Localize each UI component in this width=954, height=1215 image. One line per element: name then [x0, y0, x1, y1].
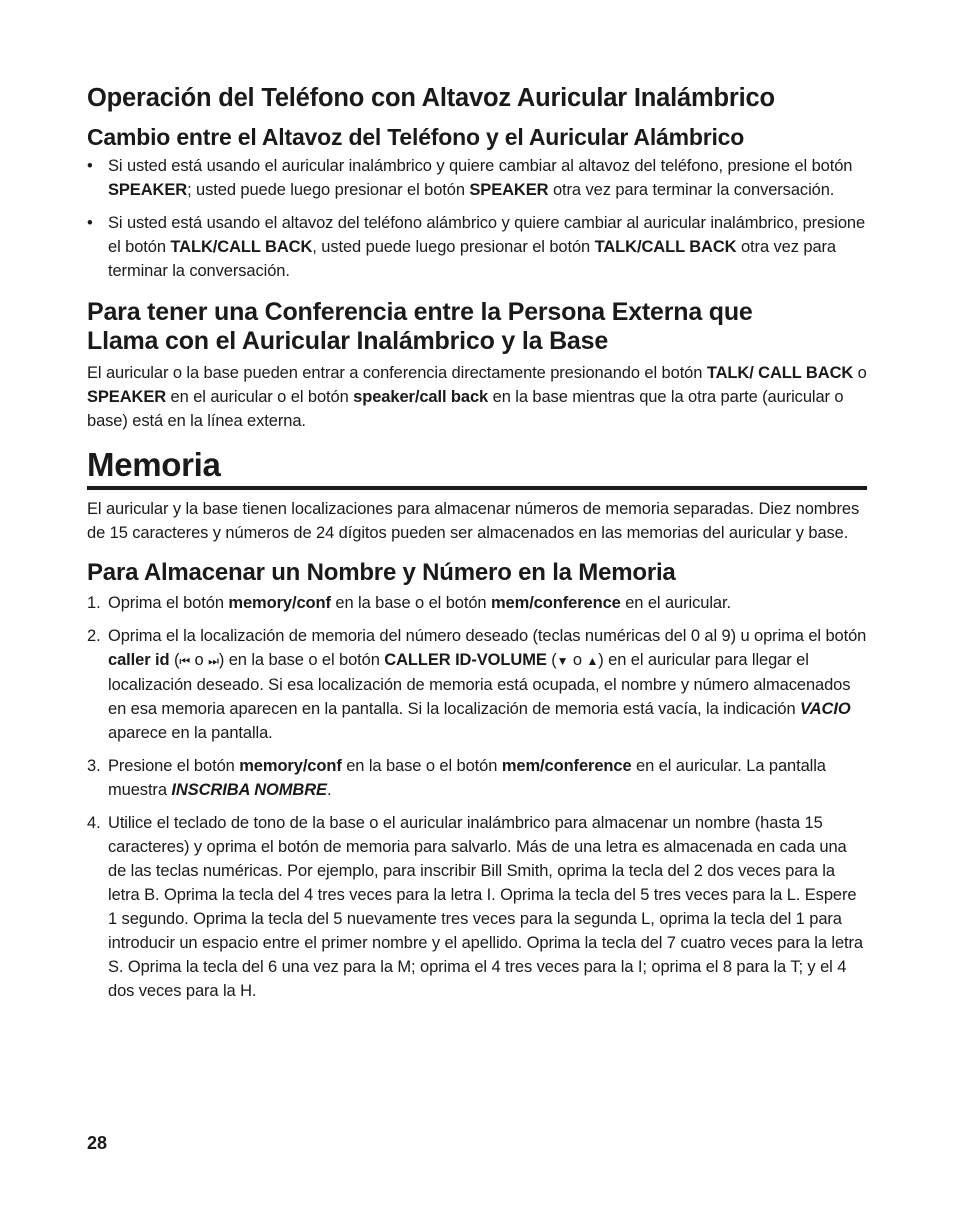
key-speaker-callback: speaker/call back [353, 388, 489, 406]
text: Oprima el botón [108, 594, 229, 612]
subsection-title-store-name: Para Almacenar un Nombre y Número en la Memoria [87, 559, 676, 586]
text: Si usted está usando el auricular inalámbrico y quiere cambiar al altavoz del teléfono, presione el botón [108, 157, 853, 175]
page-number: 28 [87, 1133, 108, 1153]
arrow-up-icon: ▲ [586, 654, 599, 668]
section-title-conference [87, 298, 867, 356]
text: Si usted está usando el altavoz del teléfono alámbrico y quiere cambiar al auricular inalámbrico, presione el botón [108, 214, 866, 256]
store-steps-list [87, 591, 867, 1003]
key-speaker: SPEAKER [469, 181, 549, 199]
bullet-marker: • [87, 157, 93, 175]
text: El auricular o la base pueden entrar a conferencia directamente presionando el botón [87, 364, 707, 382]
text: , usted puede luego presionar el botón [312, 238, 595, 256]
step-number: 2. [87, 627, 101, 645]
text: o [568, 651, 587, 669]
list-item [87, 811, 867, 1003]
display-text-inscriba-nombre: INSCRIBA NOMBRE [171, 781, 327, 799]
text: ) en el auricular para llegar el localización deseado. Si esa localización de memoria está ocupada, el nombre y número almacenados en esa memoria aparecen en la pantalla. Si la localización de memoria está vacía, la indicación [108, 651, 851, 718]
text: Oprima el la localización de memoria del número deseado (teclas numéricas del 0 al 9) u oprima el botón [108, 627, 867, 645]
step-number: 1. [87, 594, 101, 612]
list-item [87, 591, 867, 615]
text: o [190, 651, 209, 669]
key-memory-conf: memory/conf [239, 757, 342, 775]
text: otra vez para terminar la conversación. [108, 238, 836, 280]
switching-bullet-list [87, 154, 867, 283]
text: o [853, 364, 867, 382]
text: en el auricular o el botón [166, 388, 354, 406]
list-item [87, 754, 867, 802]
text: Presione el botón [108, 757, 240, 775]
text: otra vez para terminar la conversación. [548, 181, 835, 199]
title-line: Llama con el Auricular Inalámbrico y la Base [87, 327, 609, 355]
section-title-speakerphone: Operación del Teléfono con Altavoz Auricular Inalámbrico [87, 84, 775, 112]
key-talk-callback: TALK/CALL BACK [594, 238, 737, 256]
text: ) en la base o el botón [218, 651, 385, 669]
key-caller-id-volume: CALLER ID-VOLUME [384, 651, 547, 669]
memory-intro-paragraph: El auricular y la base tienen localizaciones para almacenar números de memoria separadas. Diez nombres de 15 caracteres y números de 24 dígitos pueden ser almacenados en las memorias del auricular y base. [87, 500, 860, 542]
step-number: 3. [87, 757, 101, 775]
text: ( [546, 651, 557, 669]
text: en la base o el botón [341, 757, 502, 775]
list-item [87, 211, 867, 283]
text: en la base mientras que la otra parte (auricular o base) está en la línea externa. [87, 388, 844, 430]
key-speaker: SPEAKER [108, 181, 188, 199]
text: en el auricular. [620, 594, 731, 612]
key-memory-conf: memory/conf [228, 594, 331, 612]
conference-paragraph [87, 361, 867, 433]
skip-back-icon: ⏮ [179, 654, 191, 668]
section-title-memory: Memoria [87, 446, 867, 490]
key-caller-id: caller id [108, 651, 170, 669]
page-content [87, 82, 867, 1012]
text: en el auricular. La pantalla muestra [108, 757, 826, 799]
display-text-vacio: VACIO [800, 700, 851, 718]
bullet-marker: • [87, 214, 93, 232]
title-line: Para tener una Conferencia entre la Persona Externa que [87, 298, 753, 326]
text: en la base o el botón [330, 594, 491, 612]
list-item [87, 624, 867, 745]
key-speaker: SPEAKER [87, 388, 167, 406]
key-mem-conference: mem/conference [490, 594, 621, 612]
step-number: 4. [87, 814, 101, 832]
key-talk-callback: TALK/CALL BACK [170, 238, 313, 256]
key-talk-callback: TALK/ CALL BACK [706, 364, 854, 382]
text: aparece en la pantalla. [108, 724, 273, 742]
arrow-down-icon: ▼ [556, 654, 569, 668]
text: ( [169, 651, 180, 669]
key-mem-conference: mem/conference [501, 757, 632, 775]
list-item [87, 154, 867, 202]
text: . [326, 781, 332, 799]
skip-forward-icon: ⏭ [208, 654, 219, 668]
subsection-title-switching: Cambio entre el Altavoz del Teléfono y el Auricular Alámbrico [87, 124, 745, 150]
text: ; usted puede luego presionar el botón [187, 181, 470, 199]
text: Utilice el teclado de tono de la base o el auricular inalámbrico para almacenar un nombre (hasta 15 caracteres) y oprima el botón de memoria para salvarlo. Más de una letra es almacenada en cada una de las teclas numéricas. Por ejemplo, para inscribir Bill Smith, oprima la tecla del 2 dos veces para la letra B. Oprima la tecla del 4 tres veces para la letra I. Oprima la tecla del 5 tres veces para la L. Espere 1 segundo. Oprima la tecla del 5 nuevamente tres veces para la segunda L, oprima la tecla del 1 para introducir un espacio entre el primer nombre y el apellido. Oprima la tecla del 7 cuatro veces para la letra S. Oprima la tecla del 6 una vez para la M; oprima el 4 tres veces para la I; oprima el 8 para la T; y el 4 dos veces para la H. [108, 814, 864, 1000]
